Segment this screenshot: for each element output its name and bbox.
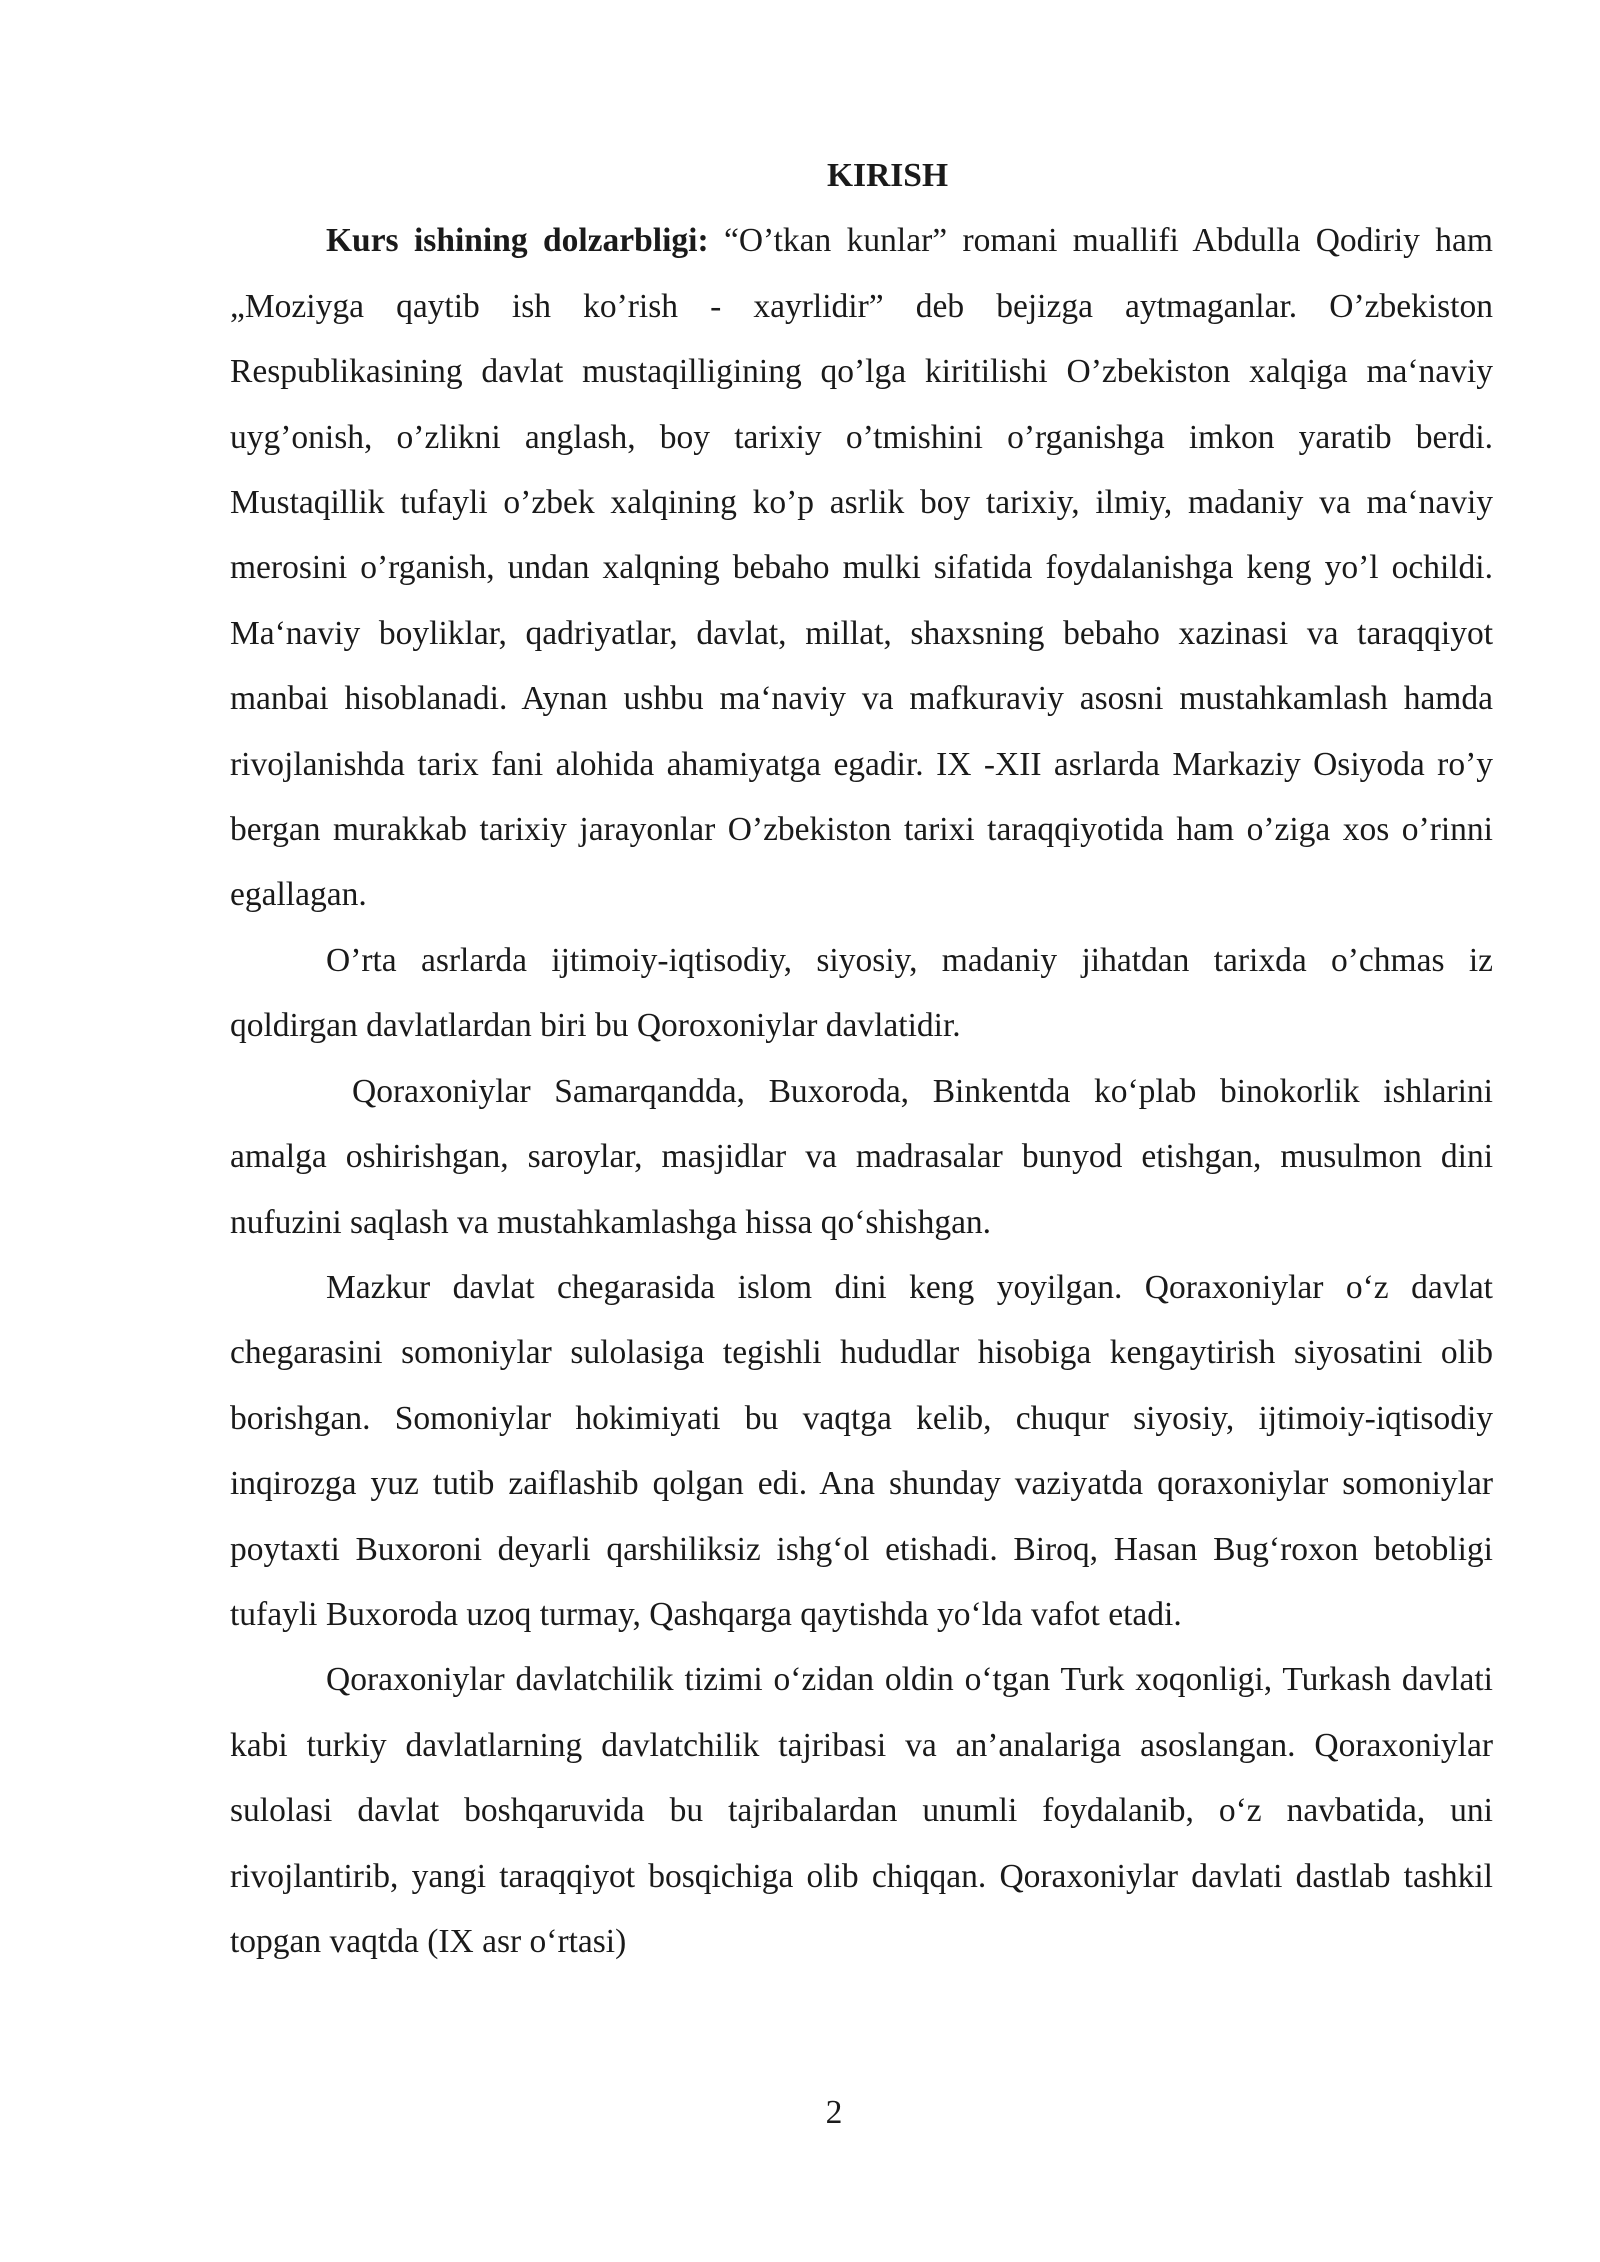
paragraph: Qoraxoniylar Samarqandda, Buxoroda, Binkentda ko‘plab binokorlik ishlarini amalga oshirishgan, saroylar, masjidlar va madrasalar bunyod etishgan, musulmon dini nufuzini saqlash va mustahkamlashga hissa qo‘shishgan. [230,1072,1493,1241]
paragraph: Qoraxoniylar davlatchilik tizimi o‘zidan oldin o‘tgan Turk xoqonligi, Turkash davlati kabi turkiy davlatlarning davlatchilik tajribasi va an’analariga asoslangan. Qoraxoniylar sulolasi davlat boshqaruvida bu tajribalardan unumli foydalanib, o‘z navbatida, uni rivojlantirib, yangi taraqqiyot bosqichiga olib chiqqan. Qoraxoniylar davlati dastlab tashkil topgan vaqtda (IX asr o‘rtasi) [230,1661,1493,1960]
page-content [230,143,1493,1974]
paragraph-relevance [230,208,1493,927]
section-heading: KIRISH [826,157,948,194]
paragraph-lead: Kurs ishining dolzarbligi: [326,222,709,260]
page-number: 2 [825,2094,843,2131]
paragraph-text: “O’tkan kunlar” romani muallifi Abdulla Qodiriy ham „Moziyga qaytib ish ko’rish - xayrlidir” deb bejizga aytmaganlar. O’zbekiston Respublikasining davlat mustaqilligining qo’lga kiritilishi O’zbekiston xalqiga ma‘naviy uyg’onish, o’zlikni anglash, boy tarixiy o’tmishini o’rganishga imkon yaratib berdi. Mustaqillik tufayli o’zbek xalqining ko’p asrlik boy tarixiy, ilmiy, madaniy va ma‘naviy merosini o’rganish, undan xalqning bebaho mulki sifatida foydalanishga keng yo’l ochildi. Ma‘naviy boyliklar, qadriyatlar, davlat, millat, shaxsning bebaho xazinasi va taraqqiyot manbai hisoblanadi. Aynan ushbu ma‘naviy va mafkuraviy asosni mustahkamlash hamda rivojlanishda tarix fani alohida ahamiyatga egadir. IX -XII asrlarda Markaziy Osiyoda ro’y bergan murakkab tarixiy jarayonlar O’zbekiston tarixi taraqqiyotida ham o’ziga xos o’rinni egallagan. [230,222,1493,914]
paragraph: O’rta asrlarda ijtimoiy-iqtisodiy, siyosiy, madaniy jihatdan tarixda o’chmas iz qoldirgan davlatlardan biri bu Qoroxoniylar davlatidir. [230,941,1493,1045]
paragraph: Mazkur davlat chegarasida islom dini keng yoyilgan. Qoraxoniylar o‘z davlat chegarasini somoniylar sulolasiga tegishli hududlar hisobiga kengaytirish siyosatini olib borishgan. Somoniylar hokimiyati bu vaqtga kelib, chuqur siyosiy, ijtimoiy-iqtisodiy inqirozga yuz tutib zaiflashib qolgan edi. Ana shunday vaziyatda qoraxoniylar somoniylar poytaxti Buxoroni deyarli qarshiliksiz ishg‘ol etishadi. Biroq, Hasan Bug‘roxon betobligi tufayli Buxoroda uzoq turmay, Qashqarga qaytishda yo‘lda vafot etadi. [230,1268,1493,1633]
